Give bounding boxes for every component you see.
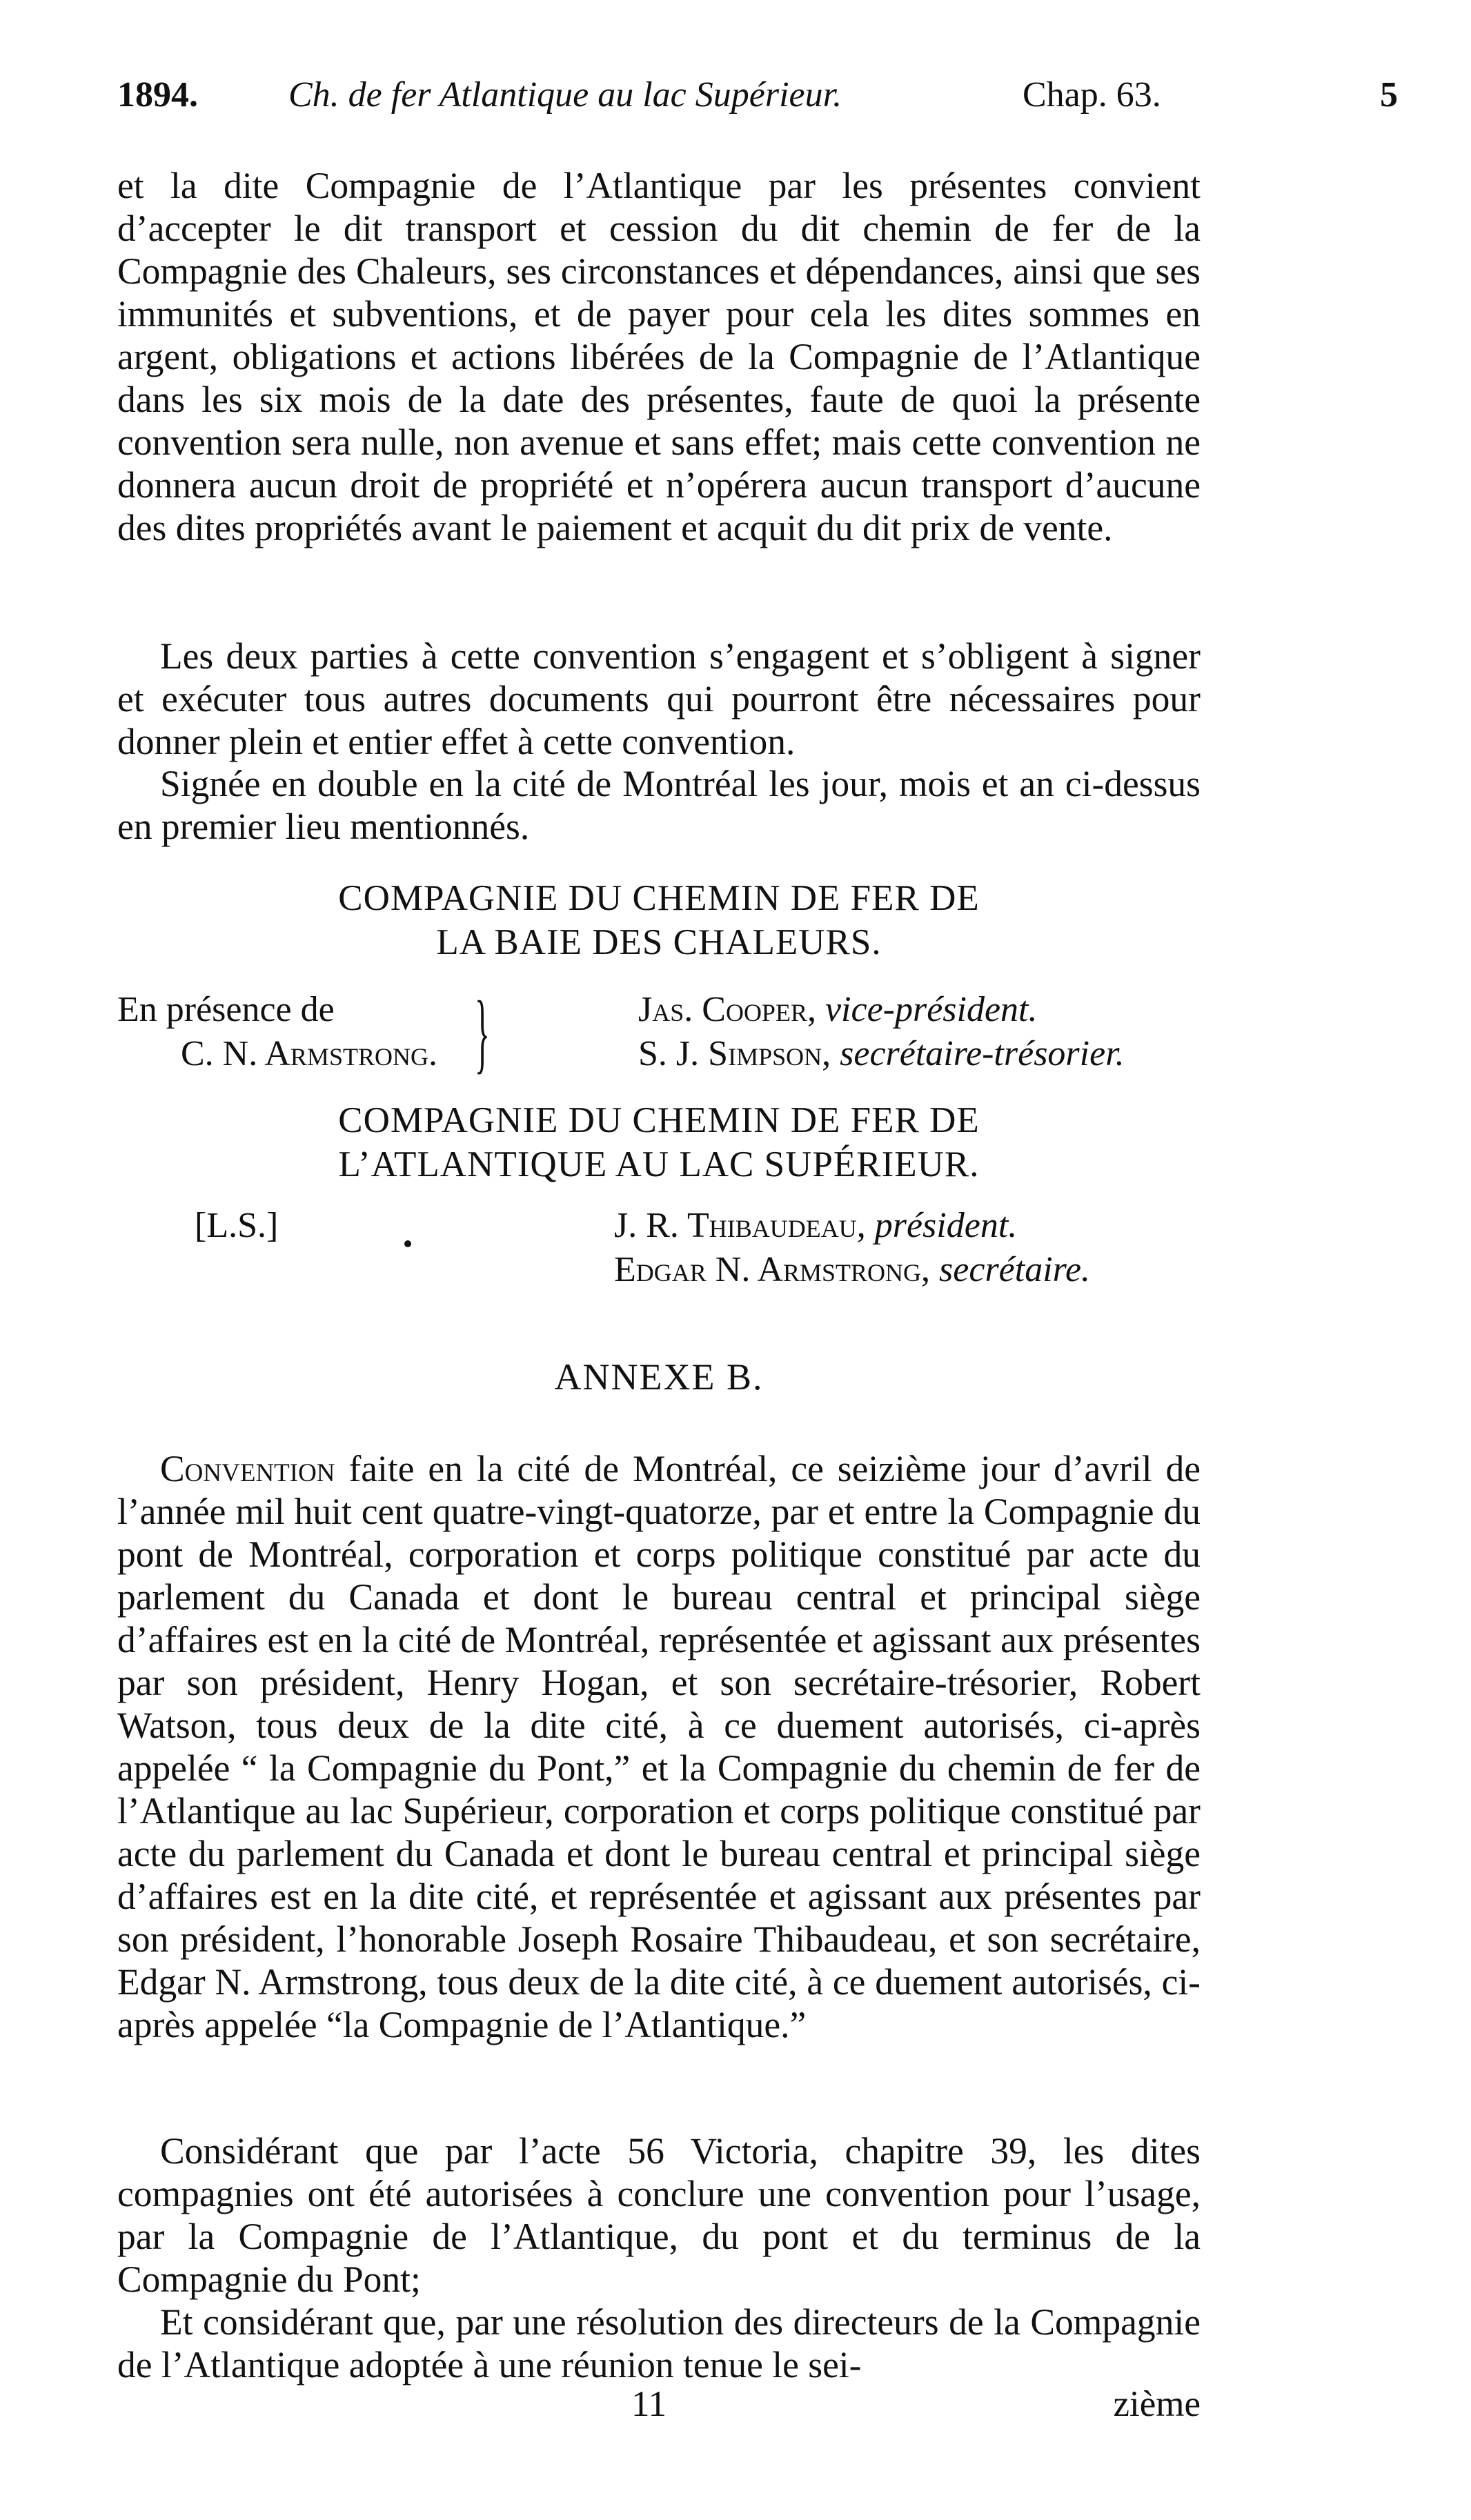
company-heading-line: L’ATLANTIQUE AU LAC SUPÉRIEUR. [338, 1144, 980, 1184]
company-heading-line: LA BAIE DES CHALEURS. [436, 922, 882, 962]
company-heading-atlantique [117, 1098, 1201, 1187]
signer-row [638, 988, 1125, 1032]
annex-paragraph-3: Et considérant que, par une résolution des directeurs de la Compagnie de l’Atlantique adoptée à une réunion tenue le sei- [117, 2301, 1201, 2385]
annex-paragraph-1 [117, 1447, 1201, 2046]
signer-row [614, 1248, 1090, 1292]
company-heading-chaleurs [117, 876, 1201, 964]
signer-role: secrétaire-trésorier. [840, 1034, 1125, 1073]
signer-role: vice-président. [825, 990, 1038, 1029]
signer-role: secrétaire. [939, 1250, 1091, 1289]
seal-mark: [L.S.] [195, 1206, 279, 1245]
header-year: 1894. [117, 75, 198, 115]
company-heading-line: COMPAGNIE DU CHEMIN DE FER DE [338, 1100, 980, 1140]
witness-name: C. N. Armstrong. [181, 1034, 437, 1073]
signers-block-atlantique [614, 1204, 1090, 1292]
witness-label: En présence de [117, 990, 335, 1029]
running-header [117, 75, 1401, 123]
page-footer [117, 2383, 1201, 2428]
body-paragraph-1: et la dite Compagnie de l’Atlantique par les présentes convient d’accepter le dit transport et cession du dit chemin de fer de la Compagnie des Chaleurs, ses circonstances et dépendances, ainsi que ses immunités et subventions, et de payer pour cela les dites sommes en argent, obligations et actions libérées de la Compagnie de l’Atlantique dans les six mois de la date des présentes, faute de quoi la présente convention sera nulle, non avenue et sans effet; mais cette convention ne donnera aucun droit de propriété et n’opérera aucun transport d’aucune des dites propriétés avant le paiement et acquit du dit prix de vente. [117, 165, 1201, 548]
annex-paragraph-1-text: faite en la cité de Montréal, ce seizième jour d’avril de l’année mil huit cent quatre-vingt-quatorze, par et entre la Compagnie du pont de Montréal, corporation et corps politique constitué par acte du parlement du Canada et dont le bureau central et principal siège d’affaires est en la cité de Montréal, représentée et agissant aux présentes par son président, Henry Hogan, et son secrétaire-trésorier, Robert Watson, tous deux de la dite cité, à ce duement autorisés, ci-après appelée “ la Compagnie du Pont,” et la Compagnie du chemin de fer de l’Atlantique au lac Supérieur, corporation et corps politique constitué par acte du parlement du Canada et dont le bureau central et principal siège d’affaires est en la dite cité, et représentée et agissant aux présentes par son président, l’honorable Joseph Rosaire Thibaudeau, et son secrétaire, Edgar N. Armstrong, tous deux de la dite cité, à ce duement autorisés, ci-après appelée “la Compagnie de l’Atlantique.” [117, 1448, 1201, 2045]
page-number: 5 [1380, 75, 1398, 115]
signer-name: Jas. Cooper, [638, 990, 816, 1029]
annex-title: ANNEXE B. [554, 1356, 764, 1398]
seal-dot [404, 1240, 411, 1247]
signature-mark: 11 [631, 2384, 667, 2424]
annex-lead-word: Convention [160, 1448, 335, 1489]
body-paragraph-3: Signée en double en la cité de Montréal les jour, mois et an ci-dessus en premier lieu mentionnés. [117, 763, 1201, 847]
brace-mark: } [475, 983, 490, 1082]
signer-row [638, 1032, 1125, 1076]
signers-block-chaleurs [638, 988, 1125, 1076]
signer-row [614, 1204, 1090, 1248]
signer-role: président. [874, 1206, 1018, 1245]
header-title: Ch. de fer Atlantique au lac Supérieur. [288, 75, 842, 115]
witness-block [117, 983, 504, 1082]
company-heading-line: COMPAGNIE DU CHEMIN DE FER DE [338, 878, 980, 918]
body-paragraph-2: Les deux parties à cette convention s’engagent et s’obligent à signer et exécuter tous autres documents qui pourront être nécessaires pour donner plein et entier effet à cette convention. [117, 635, 1201, 762]
signer-name: J. R. Thibaudeau, [614, 1206, 866, 1245]
signer-name: S. J. Simpson, [638, 1034, 831, 1073]
annex-paragraph-2: Considérant que par l’acte 56 Victoria, chapitre 39, les dites compagnies ont été autorisées à conclure une convention pour l’usage, par la Compagnie de l’Atlantique, du pont et du terminus de la Compagnie du Pont; [117, 2130, 1201, 2300]
header-chapter: Chap. 63. [1023, 75, 1161, 115]
signer-name: Edgar N. Armstrong, [614, 1250, 931, 1289]
catchword: zième [1113, 2384, 1201, 2424]
